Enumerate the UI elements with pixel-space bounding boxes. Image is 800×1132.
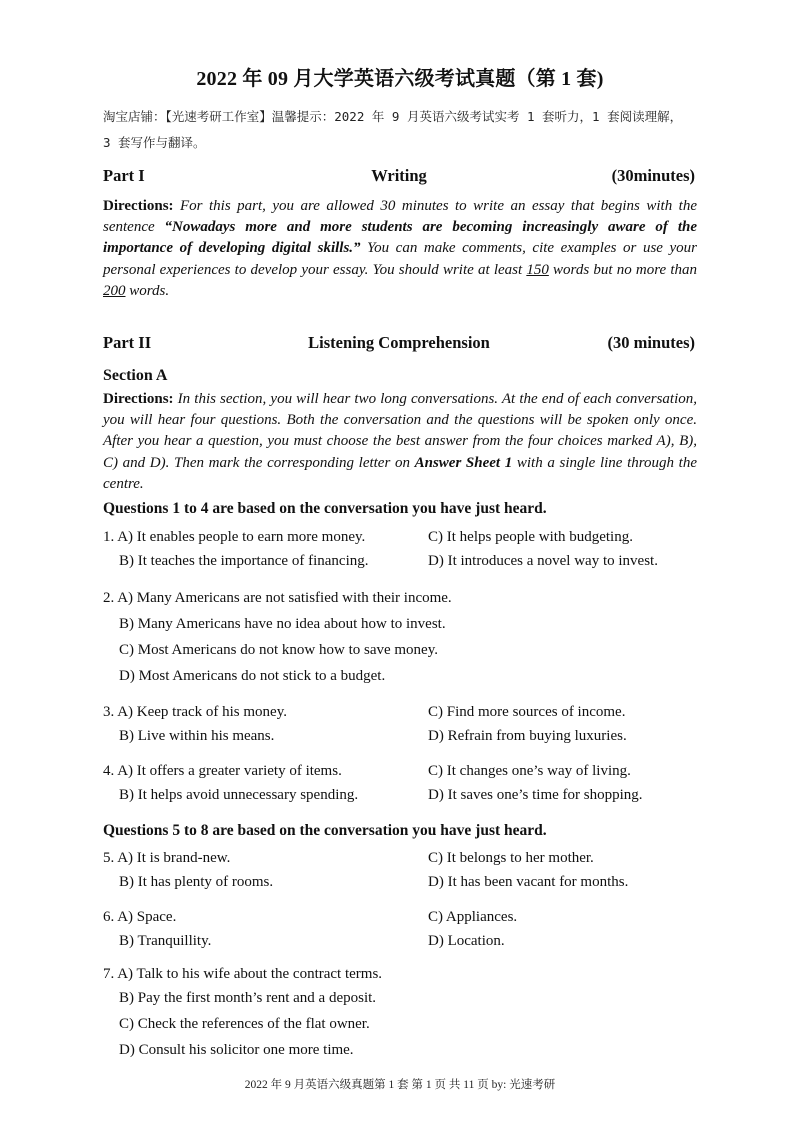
max-words: 200	[103, 282, 126, 299]
directions-text: with a single line through the centre.	[103, 454, 698, 492]
option-d: D) It has been vacant for months.	[428, 874, 629, 890]
option-c: C) Appliances.	[428, 909, 518, 925]
shop-note-line-1: 淘宝店铺：【光速考研工作室】温馨提示：2022 年 9 月英语六级考试实考 1 套听力，1 套阅读理解，	[103, 109, 683, 124]
part2-name: Listening Comprehension	[308, 333, 490, 352]
part1-name: Writing	[371, 166, 427, 185]
part2-label: Part II	[103, 333, 152, 352]
directions-text: In this section, you will hear two long conversations. At the end of each conversation, you will hear four questions. Both the conversation and the questions will be spoken only once. After you hear a question, you must choose the best answer from the four choices marked A), B), C) and D). Then mark the corresponding letter on	[103, 391, 697, 471]
option-b: B) Live within his means.	[119, 728, 275, 744]
option-a: A) It enables people to earn more money.	[117, 529, 366, 545]
directions-text: You can make comments, cite examples or use your personal experiences to develop your essay. You should write at least	[103, 240, 698, 278]
question-number: 4.	[103, 763, 115, 779]
option-d: D) Most Americans do not stick to a budget.	[119, 668, 386, 684]
question-4	[103, 763, 342, 780]
option-a: A) Keep track of his money.	[117, 704, 287, 720]
option-d: D) Refrain from buying luxuries.	[428, 728, 627, 744]
question-number: 7.	[103, 966, 115, 982]
directions-text: For this part, you are allowed 30 minutes to write an essay that begins with the sentence	[103, 198, 697, 236]
question-6	[103, 909, 176, 926]
question-number: 1.	[103, 529, 115, 545]
option-d: D) It saves one’s time for shopping.	[428, 787, 643, 803]
question-7	[103, 966, 382, 983]
option-c: C) It belongs to her mother.	[428, 850, 594, 866]
part2-time: (30 minutes)	[607, 333, 695, 352]
option-a: A) Many Americans are not satisfied with their income.	[117, 590, 452, 606]
option-b: B) It helps avoid unnecessary spending.	[119, 787, 359, 803]
answer-sheet-ref: Answer Sheet 1	[414, 454, 513, 471]
question-5	[103, 850, 230, 867]
page-title: 2022 年 09 月大学英语六级考试真题（第 1 套)	[196, 68, 604, 90]
option-b: B) Tranquillity.	[119, 933, 212, 949]
part1-directions	[103, 196, 697, 302]
part2-header	[103, 333, 695, 355]
option-a: A) It is brand-new.	[117, 850, 231, 866]
option-c: C) It changes one’s way of living.	[428, 763, 631, 779]
part1-time: (30minutes)	[611, 166, 695, 185]
question-number: 5.	[103, 850, 115, 866]
option-c: C) Check the references of the flat owner.	[119, 1016, 370, 1032]
option-a: A) Talk to his wife about the contract terms.	[117, 966, 383, 982]
page-footer: 2022 年 9 月英语六级真题第 1 套 第 1 页 共 11 页 by: 光速考研	[244, 1079, 556, 1091]
directions-text: words.	[125, 282, 170, 299]
question-number: 2.	[103, 590, 115, 606]
question-group-1-heading: Questions 1 to 4 are based on the conversation you have just heard.	[103, 500, 547, 517]
question-3	[103, 704, 287, 721]
option-d: D) Location.	[428, 933, 505, 949]
part1-header	[103, 166, 695, 188]
question-1	[103, 529, 365, 546]
option-a: A) It offers a greater variety of items.	[117, 763, 342, 779]
min-words: 150	[526, 261, 549, 278]
question-number: 3.	[103, 704, 115, 720]
option-b: B) Pay the first month’s rent and a deposit.	[119, 990, 377, 1006]
option-b: B) It teaches the importance of financing.	[119, 553, 369, 569]
option-c: C) Most Americans do not know how to save money.	[119, 642, 438, 658]
directions-text: words but no more than	[548, 261, 697, 278]
option-a: A) Space.	[117, 909, 177, 925]
shop-note	[103, 104, 703, 156]
shop-note-line-2: 3 套写作与翻译。	[103, 135, 206, 150]
option-b: B) It has plenty of rooms.	[119, 874, 274, 890]
directions-label: Directions:	[103, 198, 174, 214]
part1-label: Part I	[103, 166, 145, 185]
option-b: B) Many Americans have no idea about how to invest.	[119, 616, 446, 632]
option-c: C) Find more sources of income.	[428, 704, 626, 720]
section-a-heading: Section A	[103, 367, 168, 384]
option-d: D) Consult his solicitor one more time.	[119, 1042, 354, 1058]
option-d: D) It introduces a novel way to invest.	[428, 553, 658, 569]
question-group-2-heading: Questions 5 to 8 are based on the conversation you have just heard.	[103, 822, 547, 839]
question-2	[103, 590, 452, 607]
option-c: C) It helps people with budgeting.	[428, 529, 633, 545]
essay-prompt-quote: “Nowadays more and more students are becoming increasingly aware of the importance of developing digital skills.”	[103, 219, 697, 257]
question-number: 6.	[103, 909, 115, 925]
part2-directions	[103, 389, 697, 495]
directions-label: Directions:	[103, 391, 174, 407]
